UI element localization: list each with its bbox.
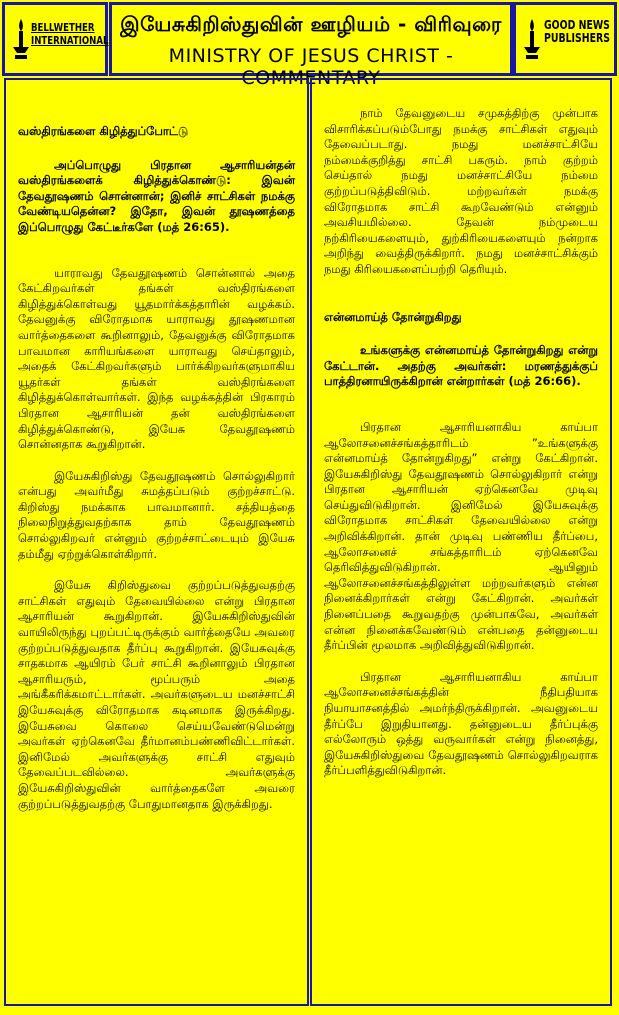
paragraph: யாராவது தேவதூஷணம் சொன்னால் அதை கேட்கிறவர்கள் தங்கள் வஸ்திரங்களை கிழித்துக்கொள்வது யூதமார்க்கத்தாரின் வழக்கம். தேவனுக்கு விரோதமாக யாராவது தூஷணமான வார்த்தைகளை கூறினாலும், தேவனுக்கு விரோதமாக பாவமான காரியங்களை யாராவது செய்தாலும், அதைக் கேட்கிறவர்களும் பார்க்கிறவர்களுமாகிய யூதர்கள் தங்கள் வஸ்திரங்களை கிழித்துக்கொள்வார்கள். இந்த வழக்கத்தின் பிரகாரம் பிரதான ஆசாரியன் தன் வஸ்திரங்களை கிழித்துக்கொண்டு, இயேசு தேவதூஷணம் சொன்னதாக கூறுகிறான். [18, 265, 295, 452]
right-column [310, 78, 612, 1006]
logo-right-text: GOOD NEWS PUBLISHERS [544, 18, 610, 45]
title-tamil: இயேசுகிறிஸ்துவின் ஊழியம் - விரிவுரை [120, 12, 502, 36]
paragraph: பிரதான ஆசாரியனாகிய காய்பா ஆலோசனைச்சங்கத்தாரிடம் ”உங்களுக்கு என்னமாய்த் தோன்றுகிறது” என்று கேட்கிறான். இயேசுகிறிஸ்து தேவதூஷணம் சொல்லுகிறார் என்று பிரதான ஆசாரியன் ஏற்கெனவே முடிவு செய்துவிடுகிறான். இனிமேல் இயேசுவுக்கு விரோதமாக சாட்சிகள் தேவையில்லை என்று அறிவிக்கிறான். தான் முடிவு பண்ணிய தீர்ப்பை, ஆலோசனைச் சங்கத்தாரிடம் ஏற்கெனவே தெரிவித்துவிடுகிறான். ஆயினும் ஆலோசனைச்சங்கத்திலுள்ள மற்றவர்களும் என்ன நினைக்கிறார்கள் என்று கேட்கிறான். அவர்கள் நினைப்பதை கூறுவதற்கு முன்பாகவே, அவர்கள் என்ன நினைக்கவேண்டும் என்பதை தன்னுடைய தீர்ப்பின் மூலமாக அறிவித்துவிடுகிறான். [324, 419, 598, 653]
title-english: MINISTRY OF JESUS CHRIST - COMMENTARY [168, 45, 454, 89]
paragraph: நாம் தேவனுடைய சமுகத்திற்கு முன்பாக விசாரிக்கப்படும்போது நமக்கு சாட்சிகள் எதுவும் தேவைப்படாது. நமது மனச்சாட்சியே நம்மைக்குறித்து சாட்சி பகரும். நாம் குற்றம் செய்தால் நமது மனச்சாட்சியே நம்மை குற்றப்படுத்திவிடும். மற்றவர்கள் நமக்கு விரோதமாக சாட்சி கூறவேண்டும் என்னும் அவசியமில்லை. தேவன் நம்முடைய நற்கிரியைகளையும், துற்கிரியைகளையும் நன்றாக அறிந்து வைத்திருக்கிறார். நமது மனச்சாட்சிக்கும் நமது கிரியைகளைப்பற்றி தெரியும். [324, 106, 598, 276]
scripture-quote: அப்பொழுது பிரதான ஆசாரியன்தன் வஸ்திரங்களைக் கிழித்துக்கொண்டு: இவன் தேவதூஷணம் சொன்னான்; இனிச் சாட்சிகள் நமக்கு வேண்டியதென்ன? இதோ, இவன் தூஷணத்தை இப்பொழுது கேட்டீர்களே (மத் 26:65). [18, 157, 295, 234]
lamp-icon [522, 17, 542, 61]
title-box [109, 2, 513, 89]
paragraph: இயேசு கிறிஸ்துவை குற்றப்படுத்துவதற்கு சாட்சிகள் எதுவும் தேவையில்லை என்று பிரதான ஆசாரியன் கூறுகிறான். இயேசுகிறிஸ்துவின் வாயிலிருந்து புறப்பட்டிருக்கும் வார்த்தையே அவரை குற்றப்படுத்துவதாக தீர்ப்பு கூறுகிறான். இயேசுவுக்கு சாதகமாக ஆயிரம் பேர் சாட்சி கூறினாலும் பிரதான ஆசாரியரும், மூப்பரும் அதை அங்கீகரிக்கமாட்டார்கள். அவர்களுடைய மனச்சாட்சி இயேசுவுக்கு விரோதமாக கடினமாக இருக்கிறது. இயேசுவை கொலை செய்யவேண்டுமென்று அவர்கள் ஏற்கெனவே தீர்மானம்பண்ணிவிட்டார்கள். இனிமேல் அவர்களுக்கு சாட்சி எதுவும் தேவைப்படவில்லை. அவர்களுக்கு இயேசுகிறிஸ்துவின் வார்த்தைகளே அவரை குற்றப்படுத்துவதற்கு போதுமானதாக இருக்கிறது. [18, 578, 295, 811]
paragraph: பிரதான ஆசாரியனாகிய காய்பா ஆலோசனைச்சங்கத்தின் நீதிபதியாக நியாயாசனத்தில் அமர்ந்திருக்கிறான். அவனுடைய தீர்ப்பே இறுதியானது. தன்னுடைய தீர்ப்புக்கு எல்லோரும் ஒத்து வருவார்கள் என்று நினைத்து, இயேசுகிறிஸ்துவை தேவதூஷணம் சொல்லுகிறவராக தீர்ப்பளித்துவிடுகிறான். [324, 669, 598, 778]
scripture-quote: உங்களுக்கு என்னமாய்த் தோன்றுகிறது என்று கேட்டான். அதற்கு அவர்கள்: மரணத்துக்குப் பாத்திரனாயிருக்கிறான் என்றார்கள் (மத் 26:66). [324, 343, 598, 389]
section-heading: வஸ்திரங்களை கிழித்துப்போட்டு [18, 124, 189, 138]
page-header [2, 2, 617, 89]
content-area [4, 78, 614, 1010]
bellwether-logo [2, 2, 108, 76]
section-heading: என்னமாய்த் தோன்றுகிறது [324, 309, 462, 324]
left-column [4, 78, 309, 1006]
logo-left-text: BELLWETHER INTERNATIONAL [31, 21, 109, 47]
lamp-icon [11, 17, 31, 61]
good-news-logo [513, 2, 617, 76]
paragraph: இயேசுகிறிஸ்து தேவதூஷணம் சொல்லுகிறார் என்பது அவர்மீது சுமத்தப்படும் குற்றச்சாட்டு. கிறிஸ்து நமக்காக பாவமானார். சத்தியத்தை நிலைநிறுத்துவதற்காக தாம் தேவதூஷணம் சொல்லுகிறவர் என்னும் குற்றச்சாட்டையும் இயேசு தம்மீது ஏற்றுக்கொள்கிறார். [18, 468, 295, 561]
